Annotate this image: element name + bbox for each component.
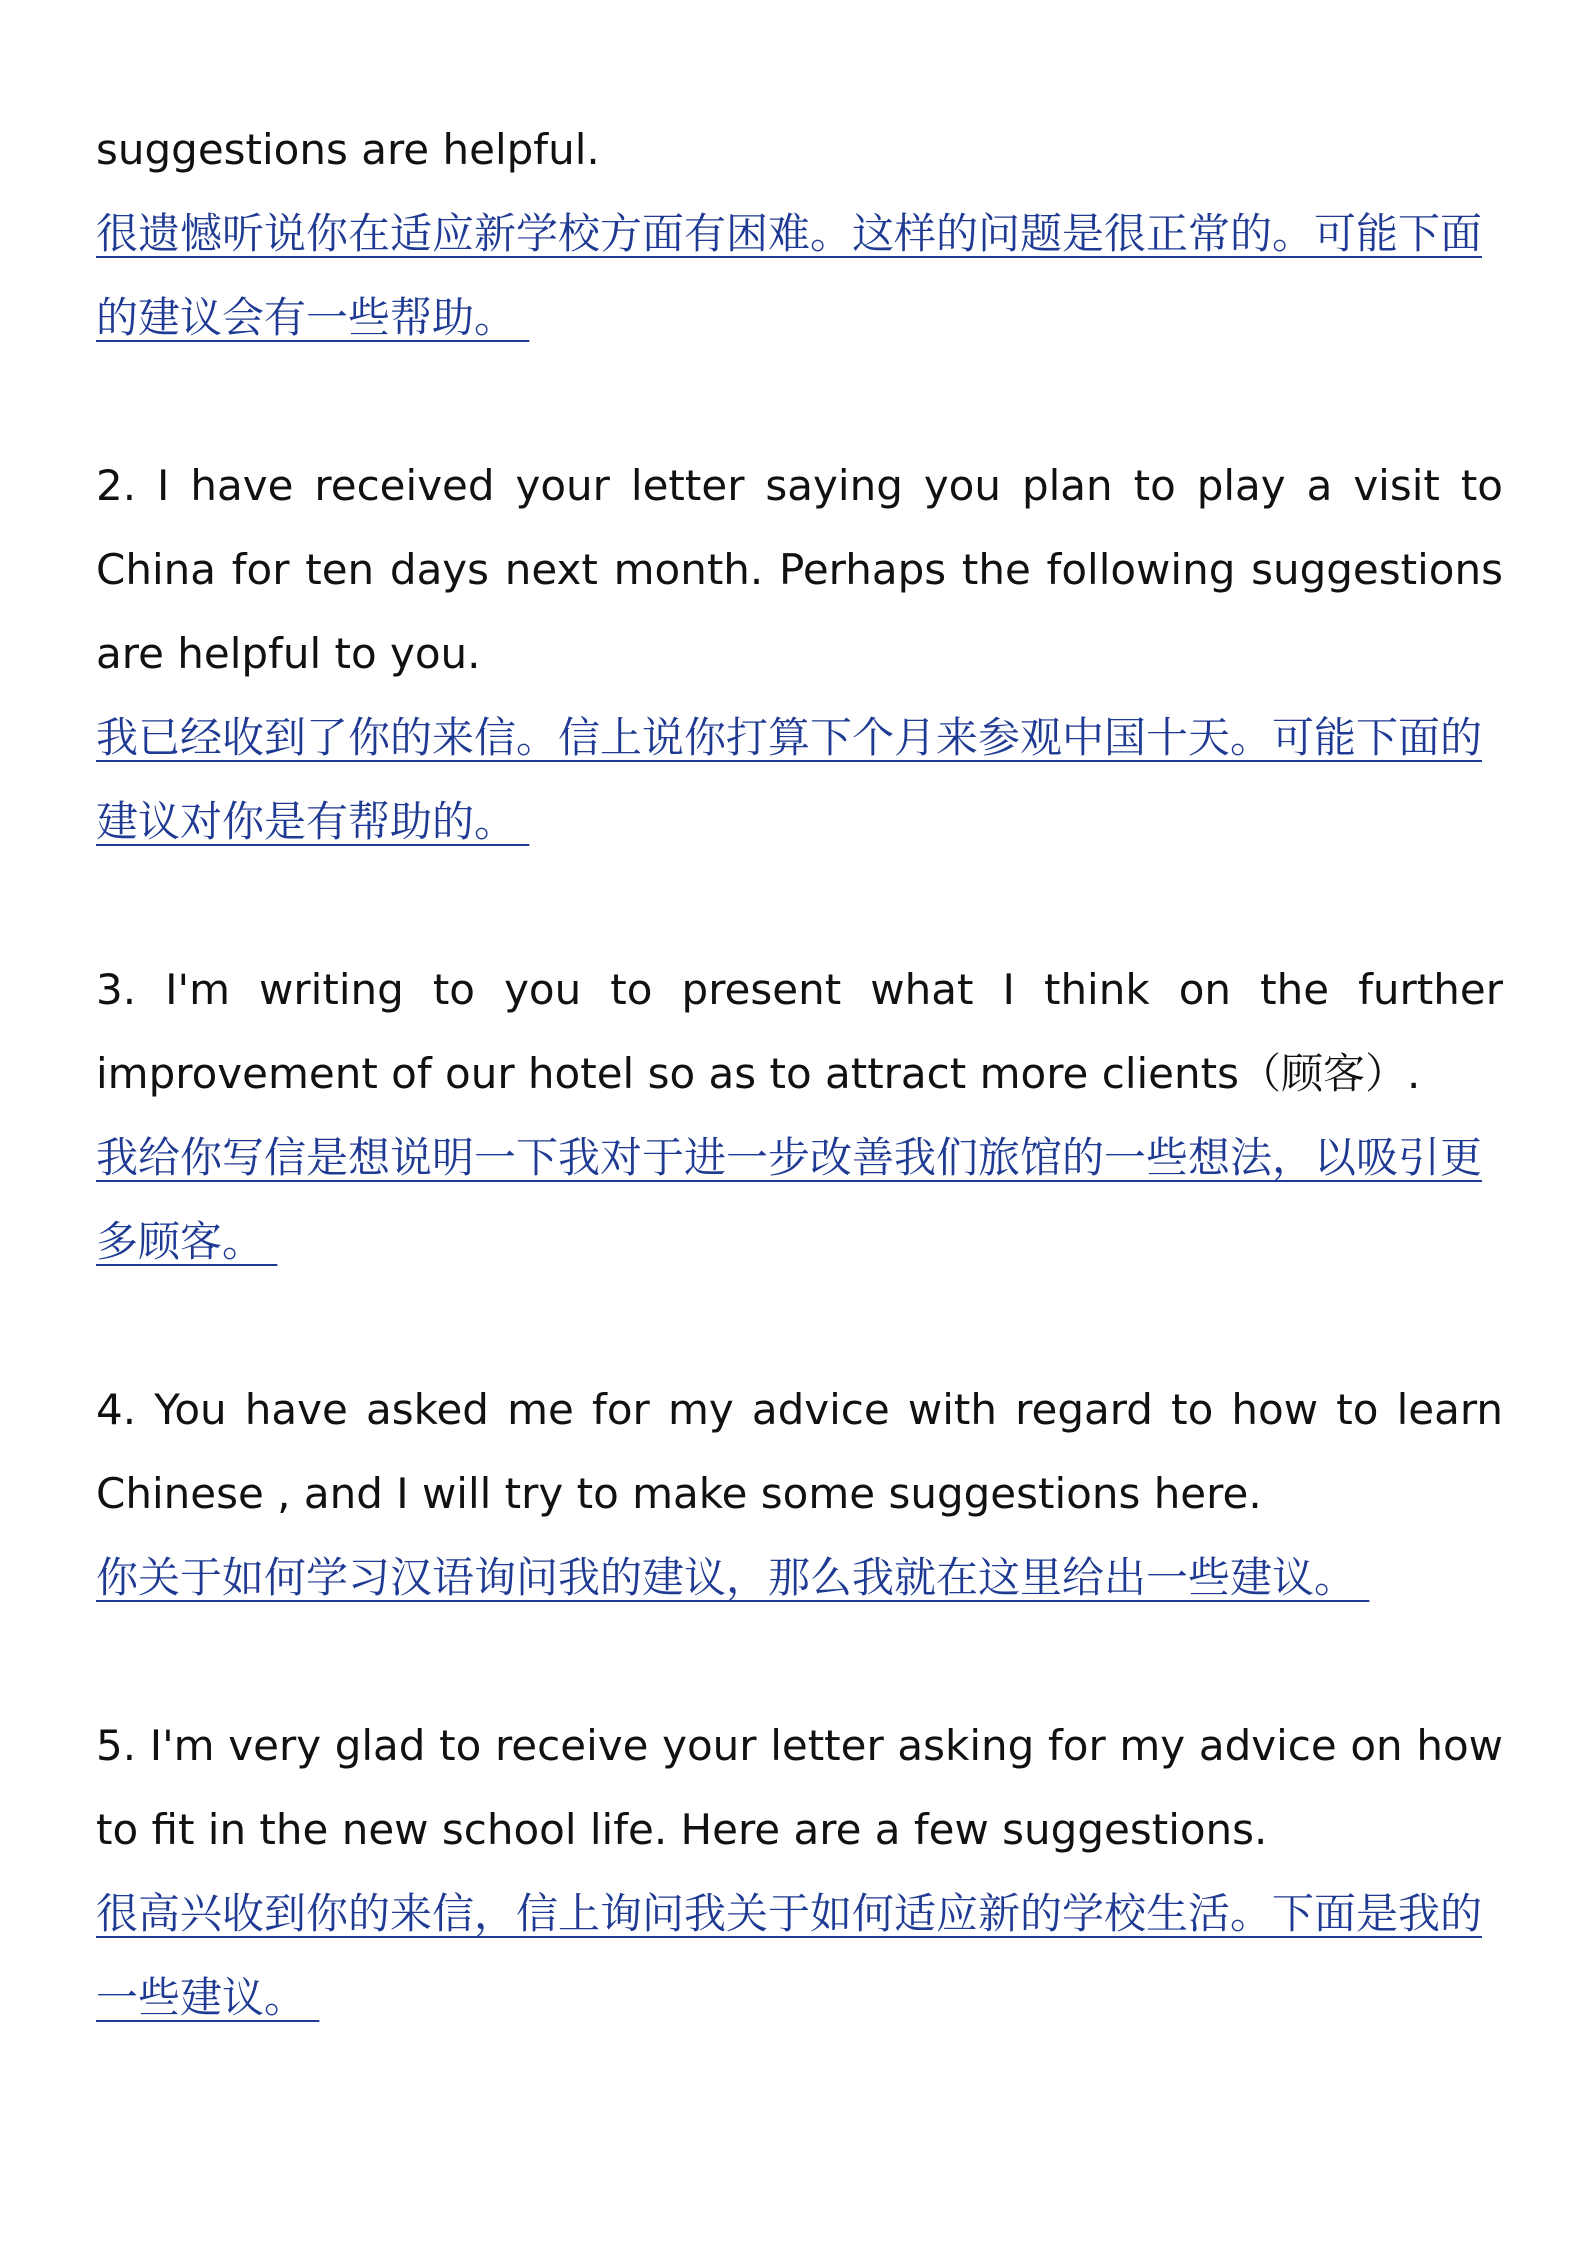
chinese-translation <box>96 192 1503 360</box>
chinese-translation-text: 你关于如何学习汉语询问我的建议，那么我就在这里给出一些建议。 <box>96 1553 1357 1602</box>
sentence-item-4 <box>96 1368 1503 1620</box>
english-sentence: 3. I'm writing to you to present what I think on the further improvement of our hotel so as to attract more clients（顾客）. <box>96 965 1503 1098</box>
sentence-fragment <box>96 108 1503 360</box>
sentence-item-5 <box>96 1704 1503 2040</box>
document-page <box>96 108 1503 2040</box>
english-sentence: 5. I'm very glad to receive your letter asking for my advice on how to fit in the new school life. Here are a few suggestions. <box>96 1721 1503 1854</box>
english-sentence: 4. You have asked me for my advice with regard to how to learn Chinese , and I will try to make some suggestions here. <box>96 1385 1503 1518</box>
chinese-translation <box>96 1872 1503 2040</box>
sentence-item-2 <box>96 444 1503 864</box>
chinese-translation <box>96 1116 1503 1284</box>
chinese-translation-text: 很高兴收到你的来信，信上询问我关于如何适应新的学校生活。下面是我的一些建议。 <box>96 1889 1483 2022</box>
chinese-translation <box>96 696 1503 864</box>
chinese-translation-text: 很遗憾听说你在适应新学校方面有困难。这样的问题是很正常的。可能下面的建议会有一些帮助。 <box>96 209 1483 342</box>
chinese-translation <box>96 1536 1503 1620</box>
chinese-translation-text: 我已经收到了你的来信。信上说你打算下个月来参观中国十天。可能下面的建议对你是有帮助的。 <box>96 713 1483 846</box>
english-sentence: suggestions are helpful. <box>96 125 600 174</box>
english-sentence: 2. I have received your letter saying you plan to play a visit to China for ten days next month. Perhaps the following suggestions are helpful to you. <box>96 461 1503 678</box>
sentence-item-3 <box>96 948 1503 1284</box>
chinese-translation-text: 我给你写信是想说明一下我对于进一步改善我们旅馆的一些想法，以吸引更多顾客。 <box>96 1133 1483 1266</box>
